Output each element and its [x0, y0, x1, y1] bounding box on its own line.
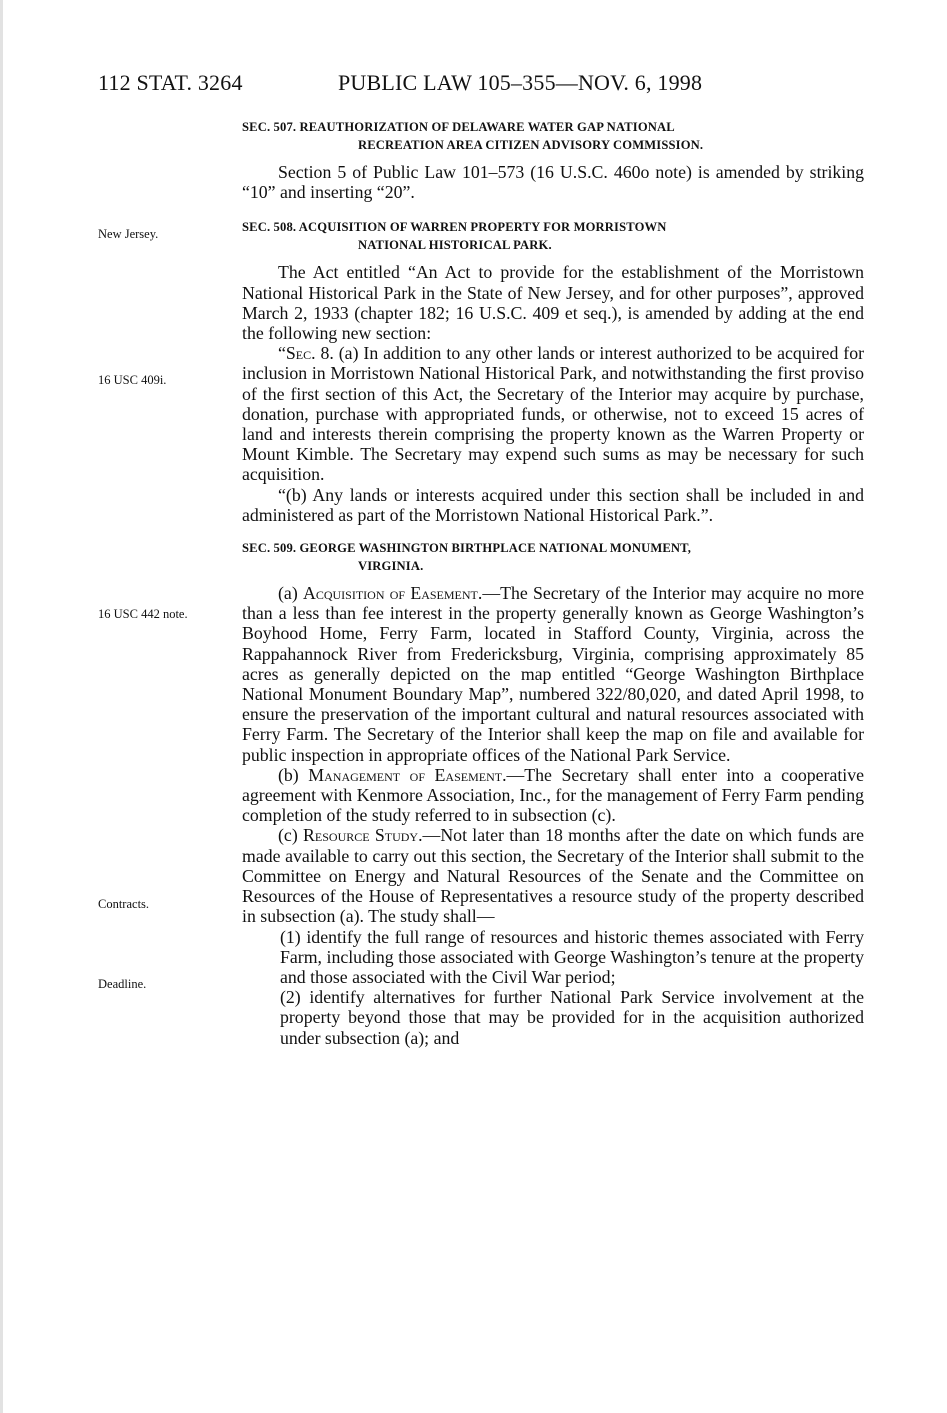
section-508-heading	[242, 218, 864, 254]
subsection-b-label: (b)	[278, 764, 309, 785]
study-item-1-text: (1) identify the full range of resources and historic themes associated with Ferry Farm, including those associated with George Washington’s tenure at the property and those associated with the Civil War period;	[280, 926, 864, 987]
subsection-c-title: Resource Study	[303, 825, 419, 846]
study-item-2	[242, 987, 864, 1048]
scan-edge	[0, 0, 3, 1413]
statute-reference: 112 STAT. 3264	[98, 70, 243, 95]
public-law-reference: PUBLIC LAW 105–355—NOV. 6, 1998	[338, 70, 703, 95]
section-508-heading-line1: SEC. 508. ACQUISITION OF WARREN PROPERTY FOR MORRISTOWN	[242, 220, 667, 235]
margin-note-contracts: Contracts.	[98, 897, 150, 911]
section-509-subsection-c	[242, 825, 864, 926]
section-509-heading-line2: VIRGINIA.	[358, 559, 424, 574]
section-509-heading-line1: SEC. 509. GEORGE WASHINGTON BIRTHPLACE NATIONAL MONUMENT,	[242, 541, 692, 556]
section-508-intro: The Act entitled “An Act to provide for the establishment of the Morristown National Historical Park in the State of New Jersey, and for other purposes”, approved March 2, 1933 (chapter 182; 16 U.S.C. 409 et seq.), is amended by adding at the end the following new section:	[242, 262, 864, 344]
section-508-subsection-a-text: 8. (a) In addition to any other lands or interest authorized to be acquired for inclusion in Morristown National Historical Park, and notwithstanding the first proviso of the first section of this Act, the Secretary of the Interior may acquire by purchase, donation, purchase with appropriated funds, or otherwise, not to exceed 15 acres of land and interests therein comprising the property known as the Warren Property or Mount Kimble. The Secretary may expend such sums as may be necessary for such acquisition.	[242, 343, 864, 485]
subsection-a-body: .—The Secretary of the Interior may acquire no more than a less than fee interest in the property generally known as George Washington’s Boyhood Home, Ferry Farm, located in Stafford County, Virginia, across the Rappahannock River from Fredericksburg, Virginia, comprising approximately 85 acres as generally depicted on the map entitled “George Washington Birthplace National Monument Boundary Map”, numbered 322/80,020, and dated April 1998, to ensure the preservation of the important cultural and natural resources associated with Ferry Farm. The Secretary of the Interior shall keep the map on file and available for public inspection in appropriate offices of the National Park Service.	[242, 583, 864, 765]
study-item-1	[242, 927, 864, 988]
subsection-a-label: (a)	[278, 583, 303, 604]
margin-note-new-jersey: New Jersey.	[98, 227, 159, 241]
subsection-b-body: .—The Secretary shall enter into a cooperative agreement with Kenmore Association, Inc., for the management of Ferry Farm pending completion of the study referred to in subsection (c).	[242, 764, 865, 826]
subsection-b-title: Management of Easement	[308, 764, 503, 785]
margin-note-16-usc-442: 16 USC 442 note.	[98, 607, 188, 621]
sec-abbrev: “Sec.	[278, 343, 316, 364]
section-507-heading-line2: RECREATION AREA CITIZEN ADVISORY COMMISSION.	[358, 138, 704, 152]
main-text-column	[242, 118, 864, 1048]
section-509-subsection-a	[242, 583, 864, 765]
section-507-heading-line1: SEC. 507. REAUTHORIZATION OF DELAWARE WATER GAP NATIONAL	[242, 120, 675, 134]
section-508-heading-line2: NATIONAL HISTORICAL PARK.	[358, 238, 552, 253]
margin-note-16-usc-409i: 16 USC 409i.	[98, 373, 167, 387]
margin-note-deadline: Deadline.	[98, 977, 147, 991]
section-507-body: Section 5 of Public Law 101–573 (16 U.S.C. 460o note) is amended by striking “10” and inserting “20”.	[242, 162, 864, 203]
subsection-a-title: Acquisition of Easement	[303, 583, 478, 604]
study-item-2-text: (2) identify alternatives for further National Park Service involvement at the property beyond those that may be provided for in the acquisition authorized under subsection (a); and	[280, 987, 864, 1048]
subsection-c-label: (c)	[278, 825, 304, 846]
section-508-subsection-a	[242, 343, 864, 484]
section-509-subsection-b	[242, 765, 864, 826]
section-508-subsection-b: “(b) Any lands or interests acquired under this section shall be included in and administered as part of the Morristown National Historical Park.”.	[242, 484, 864, 525]
subsection-c-body: .—Not later than 18 months after the date on which funds are made available to carry out this section, the Secretary of the Interior shall submit to the Committee on Energy and Natural Resources of the Senate and the Committee on Resources of the House of Representatives a resource study of the property described in subsection (a). The study shall—	[242, 825, 864, 927]
section-507-heading	[242, 118, 864, 154]
section-509-heading	[242, 539, 864, 575]
